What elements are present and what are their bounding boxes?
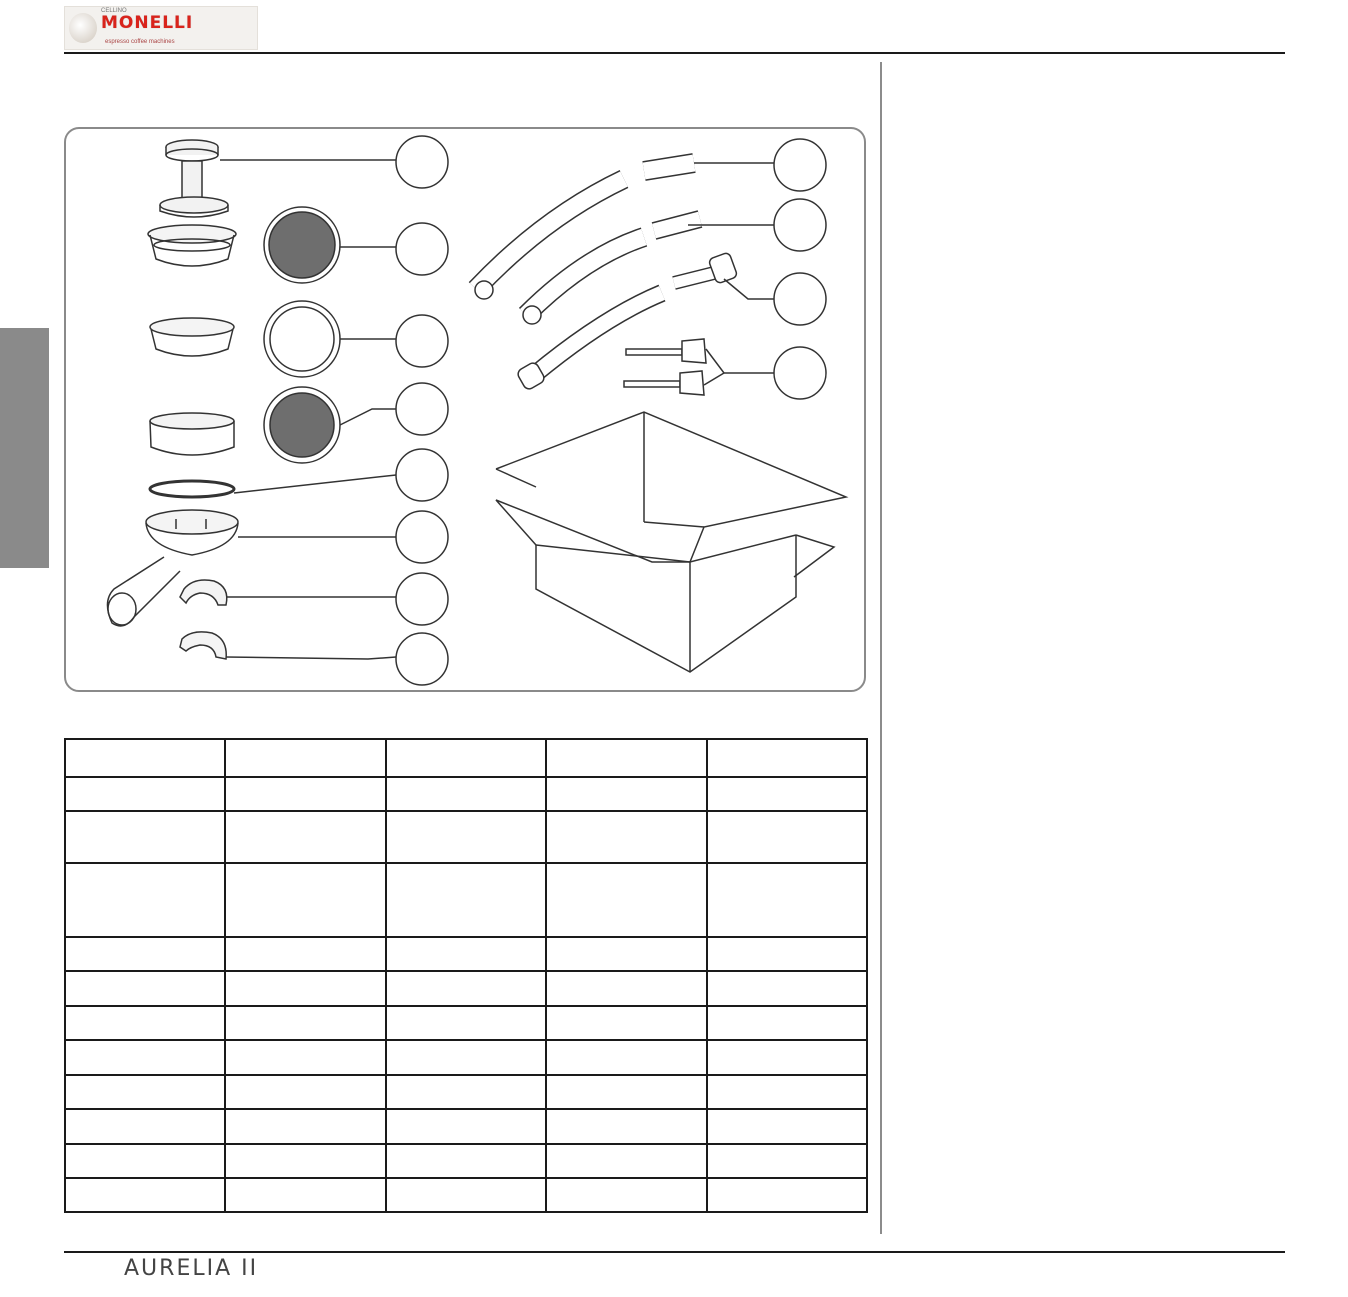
table-cell bbox=[386, 937, 546, 971]
callout-circle-9 bbox=[774, 139, 826, 191]
callout-circle-8 bbox=[396, 633, 448, 685]
table-cell bbox=[546, 1144, 707, 1178]
brand-logo bbox=[64, 6, 258, 50]
table-cell bbox=[225, 811, 386, 863]
table-cell bbox=[225, 1178, 386, 1212]
table-cell bbox=[707, 1006, 867, 1040]
table-cell bbox=[65, 863, 225, 937]
table-cell bbox=[546, 811, 707, 863]
logo-emblem-icon bbox=[69, 13, 97, 43]
table-row bbox=[65, 1075, 867, 1109]
callout-circle-6 bbox=[396, 511, 448, 563]
filter-disc-mesh-icon bbox=[264, 207, 340, 283]
table-cell bbox=[707, 1178, 867, 1212]
table-row bbox=[65, 1144, 867, 1178]
table-cell bbox=[65, 777, 225, 811]
logo-small-text: CELLINO bbox=[101, 8, 127, 14]
table-cell bbox=[386, 1040, 546, 1075]
section-side-tab bbox=[0, 328, 49, 568]
table-cell bbox=[65, 1075, 225, 1109]
callout-circle-11 bbox=[774, 273, 826, 325]
table-cell bbox=[225, 1040, 386, 1075]
table-cell bbox=[707, 777, 867, 811]
accessories-figure bbox=[64, 127, 866, 692]
logo-tagline: espresso coffee machines bbox=[105, 39, 175, 45]
table-row bbox=[65, 863, 867, 937]
table-cell bbox=[707, 1040, 867, 1075]
table-row bbox=[65, 811, 867, 863]
table-cell bbox=[65, 739, 225, 777]
footer-rule bbox=[64, 1251, 1285, 1253]
table-row bbox=[65, 1109, 867, 1144]
table-cell bbox=[707, 863, 867, 937]
table-cell bbox=[225, 971, 386, 1006]
table-cell bbox=[65, 1144, 225, 1178]
callout-circle-2 bbox=[396, 223, 448, 275]
filter-disc-mesh-small-icon bbox=[264, 387, 340, 463]
callout-circle-12 bbox=[774, 347, 826, 399]
callout-circle-7 bbox=[396, 573, 448, 625]
table-row bbox=[65, 971, 867, 1006]
table-cell bbox=[65, 1178, 225, 1212]
table-cell bbox=[546, 971, 707, 1006]
table-cell bbox=[225, 1006, 386, 1040]
table-cell bbox=[546, 863, 707, 937]
table-cell bbox=[225, 1075, 386, 1109]
table-row bbox=[65, 1178, 867, 1212]
table-cell bbox=[707, 1144, 867, 1178]
table-cell bbox=[386, 739, 546, 777]
table-cell bbox=[546, 1006, 707, 1040]
table-cell bbox=[65, 811, 225, 863]
table-cell bbox=[225, 1144, 386, 1178]
table-cell bbox=[225, 739, 386, 777]
table-row bbox=[65, 1006, 867, 1040]
table-row bbox=[65, 1040, 867, 1075]
table-cell bbox=[65, 1109, 225, 1144]
table-cell bbox=[386, 863, 546, 937]
accessories-illustration bbox=[64, 127, 866, 692]
table-row bbox=[65, 739, 867, 777]
table-cell bbox=[225, 863, 386, 937]
footer-product-name: AURELIA II bbox=[124, 1256, 259, 1281]
table-cell bbox=[546, 937, 707, 971]
table-row bbox=[65, 937, 867, 971]
table-cell bbox=[386, 1075, 546, 1109]
table-cell bbox=[707, 937, 867, 971]
column-divider bbox=[880, 62, 882, 1234]
table-cell bbox=[386, 1178, 546, 1212]
callout-circle-5 bbox=[396, 449, 448, 501]
table-row bbox=[65, 777, 867, 811]
table-cell bbox=[65, 1040, 225, 1075]
callout-circle-1 bbox=[396, 136, 448, 188]
table-cell bbox=[707, 1075, 867, 1109]
table-cell bbox=[546, 1178, 707, 1212]
table-cell bbox=[707, 1109, 867, 1144]
table-cell bbox=[386, 1109, 546, 1144]
table-cell bbox=[225, 777, 386, 811]
table-cell bbox=[546, 1075, 707, 1109]
table-cell bbox=[707, 739, 867, 777]
callout-circle-10 bbox=[774, 199, 826, 251]
table-cell bbox=[65, 1006, 225, 1040]
table-cell bbox=[386, 811, 546, 863]
table-cell bbox=[386, 1006, 546, 1040]
table-cell bbox=[65, 937, 225, 971]
callout-circle-3 bbox=[396, 315, 448, 367]
table-cell bbox=[546, 1040, 707, 1075]
table-cell bbox=[65, 971, 225, 1006]
accessories-table-body bbox=[65, 739, 867, 1212]
table-cell bbox=[386, 777, 546, 811]
table-cell bbox=[386, 971, 546, 1006]
table-cell bbox=[225, 937, 386, 971]
table-cell bbox=[225, 1109, 386, 1144]
callout-circle-4 bbox=[396, 383, 448, 435]
accessories-table bbox=[64, 738, 868, 1213]
table-cell bbox=[546, 739, 707, 777]
table-cell bbox=[707, 971, 867, 1006]
table-cell bbox=[546, 777, 707, 811]
logo-wordmark: MONELLI bbox=[101, 13, 194, 33]
table-cell bbox=[386, 1144, 546, 1178]
table-cell bbox=[546, 1109, 707, 1144]
header-rule bbox=[64, 52, 1285, 54]
table-cell bbox=[707, 811, 867, 863]
